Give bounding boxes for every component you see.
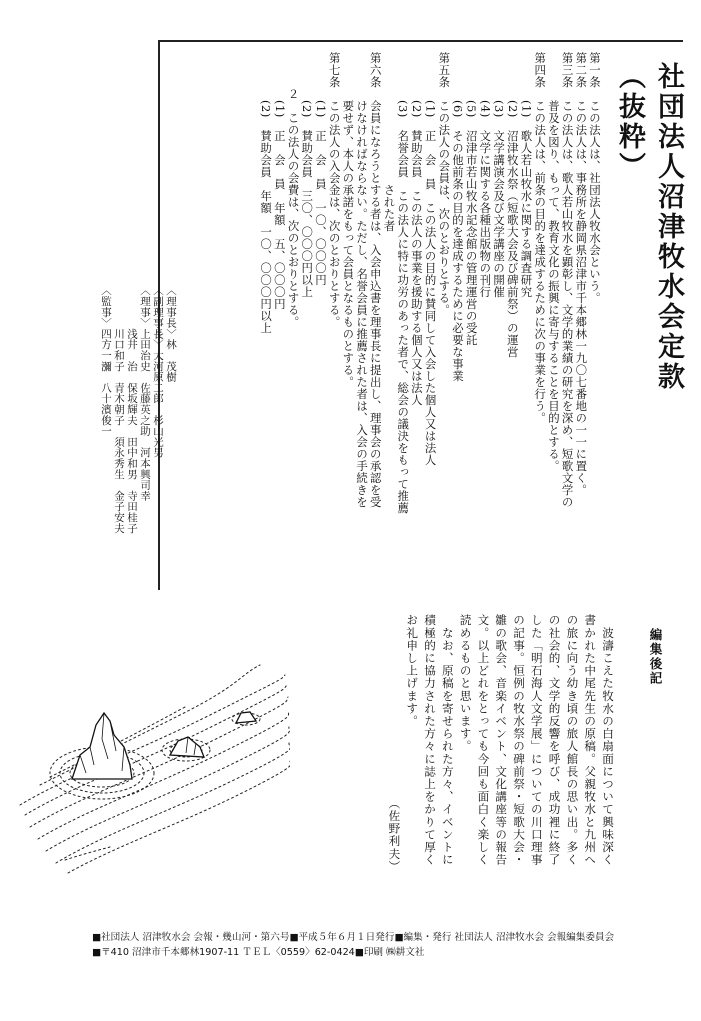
editor-note-heading: 編集後記 xyxy=(648,628,663,686)
footer-line-publication: ■社団法人 沼津牧水会 会報・幾山河・第六号■平成５年６月１日発行■編集・発行 社団法人 沼津牧水会 会報編集委員会 xyxy=(92,932,615,943)
articles-body: 第一条 この法人は、社団法人牧水会という。 第二条 この法人は、事務所を静岡県沼津市千本郷林一九〇七番地の一一に置く。 第三条 この法人は、歌人若山牧水を顕彰し、文学的業績の研究を深め、短歌文学の 普及を図り、もって、教育文化の振興に寄与することを目的とする。 第四条 この法人は、前条の目的を達成するために次の事業を行う。 (1) 歌人若山牧水に関する調査研究 (2) 沼津牧水祭（短歌大会及び碑前祭）の運営 (3) 文学講演会及び文学講座の開催 (4) 文学に関する各種出版物の刊行 (5) 沼津市若山牧水記念館の管理運営の受託 (6) その他前条の目的を達成するために必要な事業 第五条 この法人の会員は、次のとおりとする。 (1) 正 会 員 この法人の目的に賛同して入会した個人又は法人 (2) 賛助会員 この法人の事業を援助する個人又は法人 (3) 名誉会員 この法人に特に功労のあった者で、総会の議決をもって推薦 された者 第六条 会員になろうとする者は、入会申込書を理事長に提出し、理事会の承認を受 けなければならない。ただし、名誉会員に推薦された者は、入会の手続きを 要せず、本人の承諾をもって会員となるものとする。 第七条 この法人の入会金は、次のとおりとする。 (1) 正 会 員 一〇、〇〇〇円 (2) 賛助会員 三〇、〇〇〇円以上 ２ この法人の会費は、次のとおりとする。 (1) 正 会 員 年額 五、〇〇〇円 (2) 賛助会員 年額 一〇、〇〇〇円以上 xyxy=(259,52,602,514)
editor-note-body: 波濤こえた牧水の白扇面について興味深く 書かれた中尾先生の原稿。父親牧水と九州へ の旅に向う幼き頃の旅人館長の思い出。多く の社会的、文学的反響を呼び、成功裡に終了 した「明石海人文学展」についての川口理事 の記事。恒例の牧水祭の碑前祭・短歌大会・ 雛の歌会、音楽イベント、文化講座等の報告 文。以上どれをとっても今回も面白く楽しく 読めるものと思います。 なお、原稿を寄せられた方々、イベントに 積極的に協力された方々に誌上をかりて厚く お礼申し上げます。 （佐野利夫） xyxy=(387,614,615,873)
officers-list: 〈理事長〉林 茂樹 〈副理事長〉大河原二郎 杉山光男 〈理事〉上田治史 佐藤英之助 河本興司幸 浅井 治 保坂輝夫 田中和男 寺田桂子 川口和子 青木朝子 須永秀生 金子安夫 〈監事〉四方一瀰 八十濱俊一 xyxy=(100,285,177,534)
footer-colophon xyxy=(92,930,672,960)
footer-line-address: ■〒410 沼津市千本郷林1907-11 ＴＥＬ〈0559〉62-0424■印刷 ㈱耕文社 xyxy=(92,947,425,958)
zen-garden-illustration xyxy=(10,655,290,880)
articles-title: 社団法人沼津牧水会定款（抜粋） xyxy=(614,62,684,392)
